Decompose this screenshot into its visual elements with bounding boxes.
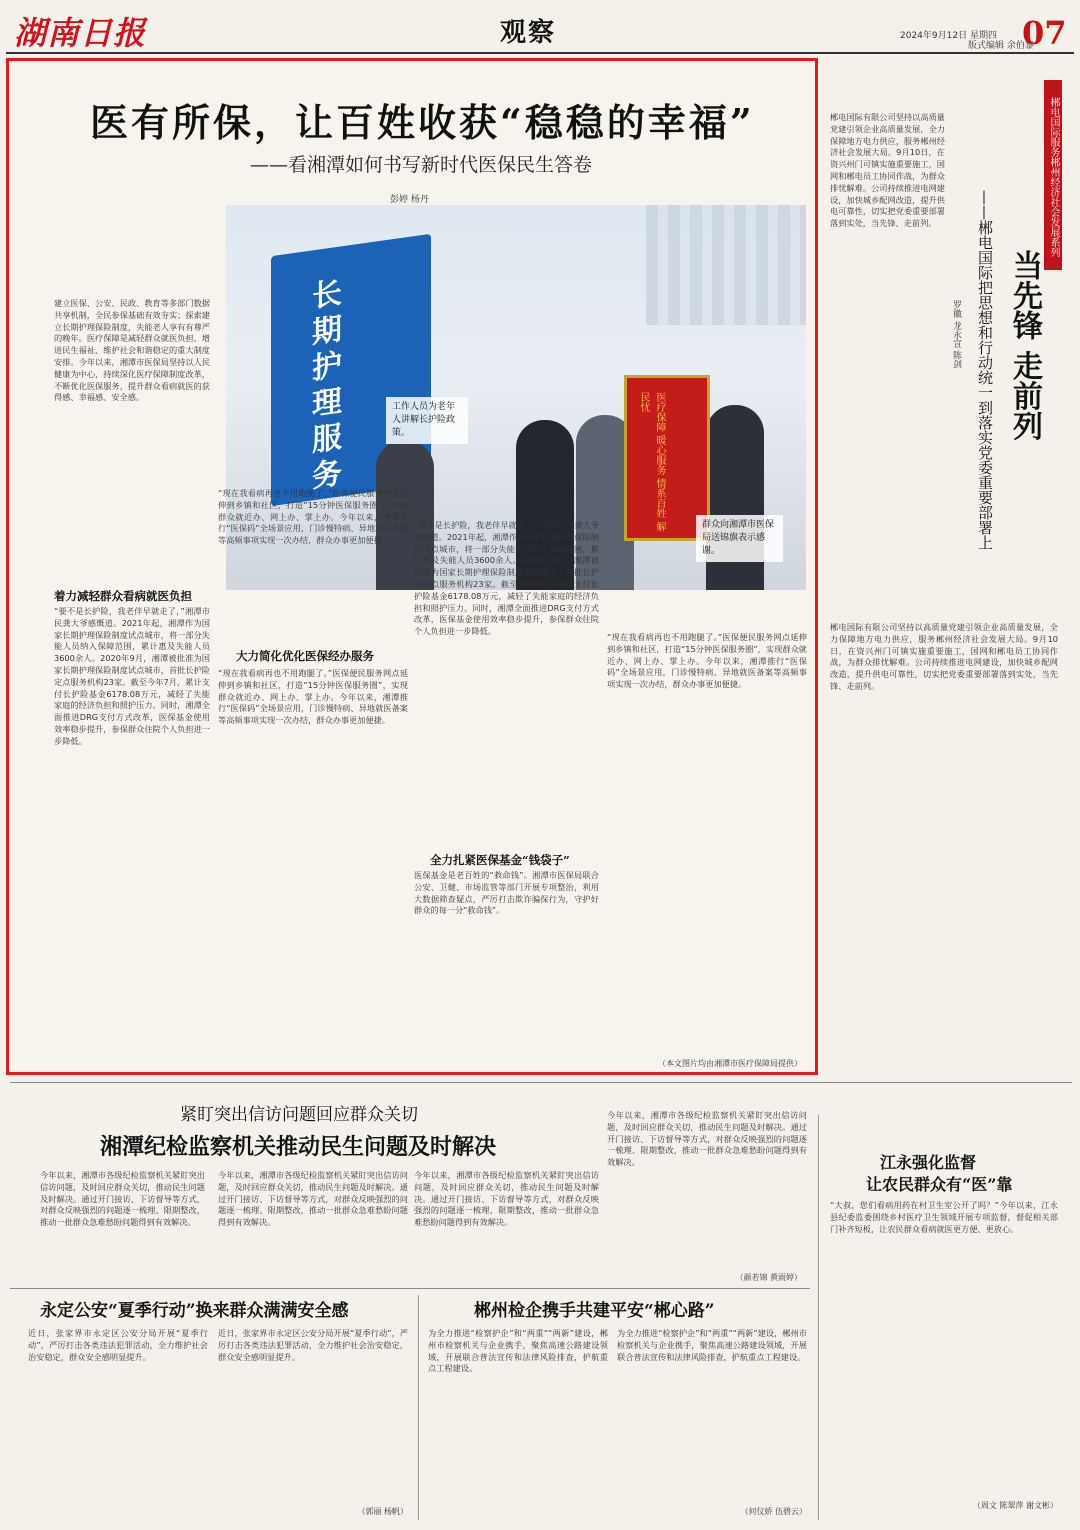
story5-text: 为全力推进“检察护企”和“两重”“两新”建设，郴州市检察机关与企业携手，聚焦高速公路建设领域，开展联合普法宣传和法律风险排查，护航重点工程建设。 [617,1328,807,1362]
person-figure [706,405,764,590]
story3-headline-line1: 江永强化监督 [880,1153,977,1172]
section-title: 观察 [500,18,557,48]
story3-credit: （周文 陈翠萍 谢文彬） [972,1501,1058,1510]
layout-editor: 版式编辑 余伯黎 [968,41,1034,51]
story5-credit: （何仪娇 伍碧云） [740,1507,807,1516]
section-heading: 着力减轻群众看病就医负担 [54,589,192,603]
story3-text: “大叔，您们看病用药在村卫生室公开了吗？”今年以来，江永县纪委监委围绕乡村医疗卫生领域开展专项监督，督促相关部门补齐短板，让农民群众看病就医更方便、更放心。 [830,1200,1058,1234]
lead-body-text: “现在我看病再也不用跑腿了。”医保便民服务网点延伸到乡镇和社区，打造“15分钟医保服务圈”，实现群众就近办、网上办、掌上办。今年以来，湘潭推行“医保码”全场景应用，门诊慢特病、异地就医备案等高频事项实现一次办结，群众办事更加便捷。 [218,668,408,726]
story2-text: 今年以来，湘潭市各级纪检监察机关紧盯突出信访问题，及时回应群众关切，推动民生问题及时解决。通过开门接访、下访督导等方式，对群众反映强烈的问题逐一梳理、限期整改，推动一批群众急难愁盼问题得到有效解决。 [218,1170,408,1228]
photo-caption: 工作人员为老年人讲解长护险政策。 [386,397,468,444]
skyline-graphic [646,205,806,325]
story4-headline: 永定公安“夏季行动”换来群众满满安全感 [40,1301,349,1321]
section-heading: 全力扎紧医保基金“钱袋子” [430,853,570,867]
story2-headline: 湘潭纪检监察机关推动民生问题及时解决 [100,1134,497,1160]
section-heading: 大力简化优化医保经办服务 [236,649,374,663]
divider [818,1115,819,1520]
lead-headline: 医有所保，让百姓收获“稳稳的幸福” [90,100,755,145]
service-sign: 长期护理服务 [271,234,431,506]
story2-credit: （颜若锦 黄雨婷） [735,1273,802,1282]
silk-banner: 医疗保障 暖心服务 情系百姓 解民忧 [624,375,710,541]
lead-body-text: “要不是长护险，我老伴早就走了，”湘潭市民龚大爷感慨道。2021年起，湘潭作为国家长期护理保险制度试点城市，将一部分失能人员纳入保障范围，累计惠及失能人员3600余人。2020年9月，湘潭被批准为国家长期护理保险制度试点城市，首批长护险定点服务机构23家。截至今年7月，累计支付长护险基金6178.08万元，减轻了失能家庭的经济负担和照护压力。同时，湘潭全面推进DRG支付方式改革，医保基金使用效率稳步提升，参保群众住院个人负担进一步降低。 [414,520,599,637]
story2-text: 今年以来，湘潭市各级纪检监察机关紧盯突出信访问题，及时回应群众关切，推动民生问题及时解决。通过开门接访、下访督导等方式，对群众反映强烈的问题逐一梳理、限期整改，推动一批群众急难愁盼问题得到有效解决。 [607,1110,807,1168]
divider [418,1295,419,1520]
story3-headline-line2: 让农民群众有“医”靠 [866,1175,1013,1194]
side-subhead: ——郴电国际把思想和行动统一到落实党委重要部署上 [976,190,994,550]
side-byline: 罗徽 龙永宣 陈剑 [951,300,961,369]
series-tag: 郴电国际服务郴州经济社会发展系列 [1044,80,1062,270]
lead-section-text: “要不是长护险，我老伴早就走了，”湘潭市民龚大爷感慨道。2021年起，湘潭作为国家长期护理保险制度试点城市，将一部分失能人员纳入保障范围，累计惠及失能人员3600余人。2020年9月，湘潭被批准为国家长期护理保险制度试点城市，首批长护险定点服务机构23家。截至今年7月，累计支付长护险基金6178.08万元，减轻了失能家庭的经济负担和照护压力。同时，湘潭全面推进DRG支付方式改革，医保基金使用效率稳步提升，参保群众住院个人负担进一步降低。 [54,606,210,746]
story4-credit: （郭丽 杨帆） [357,1507,408,1516]
lead-subhead: ——看湘潭如何书写新时代医保民生答卷 [250,154,593,176]
story5-text: 为全力推进“检察护企”和“两重”“两新”建设，郴州市检察机关与企业携手，聚焦高速公路建设领域，开展联合普法宣传和法律风险排查，护航重点工程建设。 [428,1328,608,1374]
divider [10,1082,1072,1083]
page-number: 07 [1022,14,1067,52]
side-headline: 当先锋 走前列 [1007,250,1042,441]
story5-headline: 郴州检企携手共建平安“郴心路” [474,1301,715,1321]
story2-text: 今年以来，湘潭市各级纪检监察机关紧盯突出信访问题，及时回应群众关切，推动民生问题及时解决。通过开门接访、下访督导等方式，对群众反映强烈的问题逐一梳理、限期整改，推动一批群众急难愁盼问题得到有效解决。 [414,1170,599,1228]
story2-kicker: 紧盯突出信访问题回应群众关切 [180,1105,418,1125]
story2-text: 今年以来，湘潭市各级纪检监察机关紧盯突出信访问题，及时回应群众关切，推动民生问题及时解决。通过开门接访、下访督导等方式，对群众反映强烈的问题逐一梳理、限期整改，推动一批群众急难愁盼问题得到有效解决。 [40,1170,205,1228]
side-body-text: 郴电国际有限公司坚持以高质量党建引领企业高质量发展，全力保障地方电力供应，服务郴州经济社会发展大局。9月10日，在资兴州门可镇实施重要施工，国网和郴电员工协同作战，为群众排忧解难。公司持续推进电网建设，加快城乡配网改造，提升供电可靠性，切实把党委重要部署落到实处，当先锋、走前列。 [830,622,1058,691]
lead-byline: 彭婷 杨丹 [390,195,429,205]
story4-text: 近日，张家界市永定区公安分局开展“夏季行动”，严厉打击各类违法犯罪活动，全力维护社会治安稳定，群众安全感明显提升。 [218,1328,408,1362]
masthead [0,0,1080,56]
issue-date: 2024年9月12日 星期四 [900,31,997,41]
lead-body-text: “现在我看病再也不用跑腿了。”医保便民服务网点延伸到乡镇和社区，打造“15分钟医保服务圈”，实现群众就近办、网上办、掌上办。今年以来，湘潭推行“医保码”全场景应用，门诊慢特病、异地就医备案等高频事项实现一次办结，群众办事更加便捷。 [607,632,807,690]
masthead-rule [6,52,1074,54]
divider [10,1288,810,1289]
side-body-text: 郴电国际有限公司坚持以高质量党建引领企业高质量发展，全力保障地方电力供应，服务郴州经济社会发展大局。9月10日，在资兴州门可镇实施重要施工，国网和郴电员工协同作战，为群众排忧解难。公司持续推进电网建设，加快城乡配网改造，提升供电可靠性，切实把党委重要部署落到实处，当先锋、走前列。 [830,112,945,229]
lead-body-text: “现在我看病再也不用跑腿了。”医保便民服务网点延伸到乡镇和社区，打造“15分钟医保服务圈”，实现群众就近办、网上办、掌上办。今年以来，湘潭推行“医保码”全场景应用，门诊慢特病、异地就医备案等高频事项实现一次办结，群众办事更加便捷。 [218,488,408,546]
newspaper-logo: 湖南日报 [14,14,147,52]
photo-credit: （本文图片均由湘潭市医疗保障局提供） [658,1059,802,1068]
lead-body-text: 医保基金是老百姓的“救命钱”。湘潭市医保局联合公安、卫健、市场监管等部门开展专项整治，利用大数据筛查疑点，严厉打击欺诈骗保行为，守护好群众的每一分“救命钱”。 [414,870,599,916]
lead-intro: 建立医保、公安、民政、教育等多部门数据共享机制，全民参保基础有效夯实；探索建立长期护理保险制度，失能老人享有有尊严的晚年。医疗保障是减轻群众就医负担、增进民生福祉、维护社会和谐稳定的重大制度安排。今年以来，湘潭市医保局坚持以人民健康为中心，持续深化医疗保障制度改革，不断优化医保服务，提升群众看病就医的获得感、幸福感、安全感。 [54,298,210,403]
photo-caption: 群众向湘潭市医保局送锦旗表示感谢。 [696,515,783,562]
story4-text: 近日，张家界市永定区公安分局开展“夏季行动”，严厉打击各类违法犯罪活动，全力维护社会治安稳定，群众安全感明显提升。 [28,1328,208,1362]
